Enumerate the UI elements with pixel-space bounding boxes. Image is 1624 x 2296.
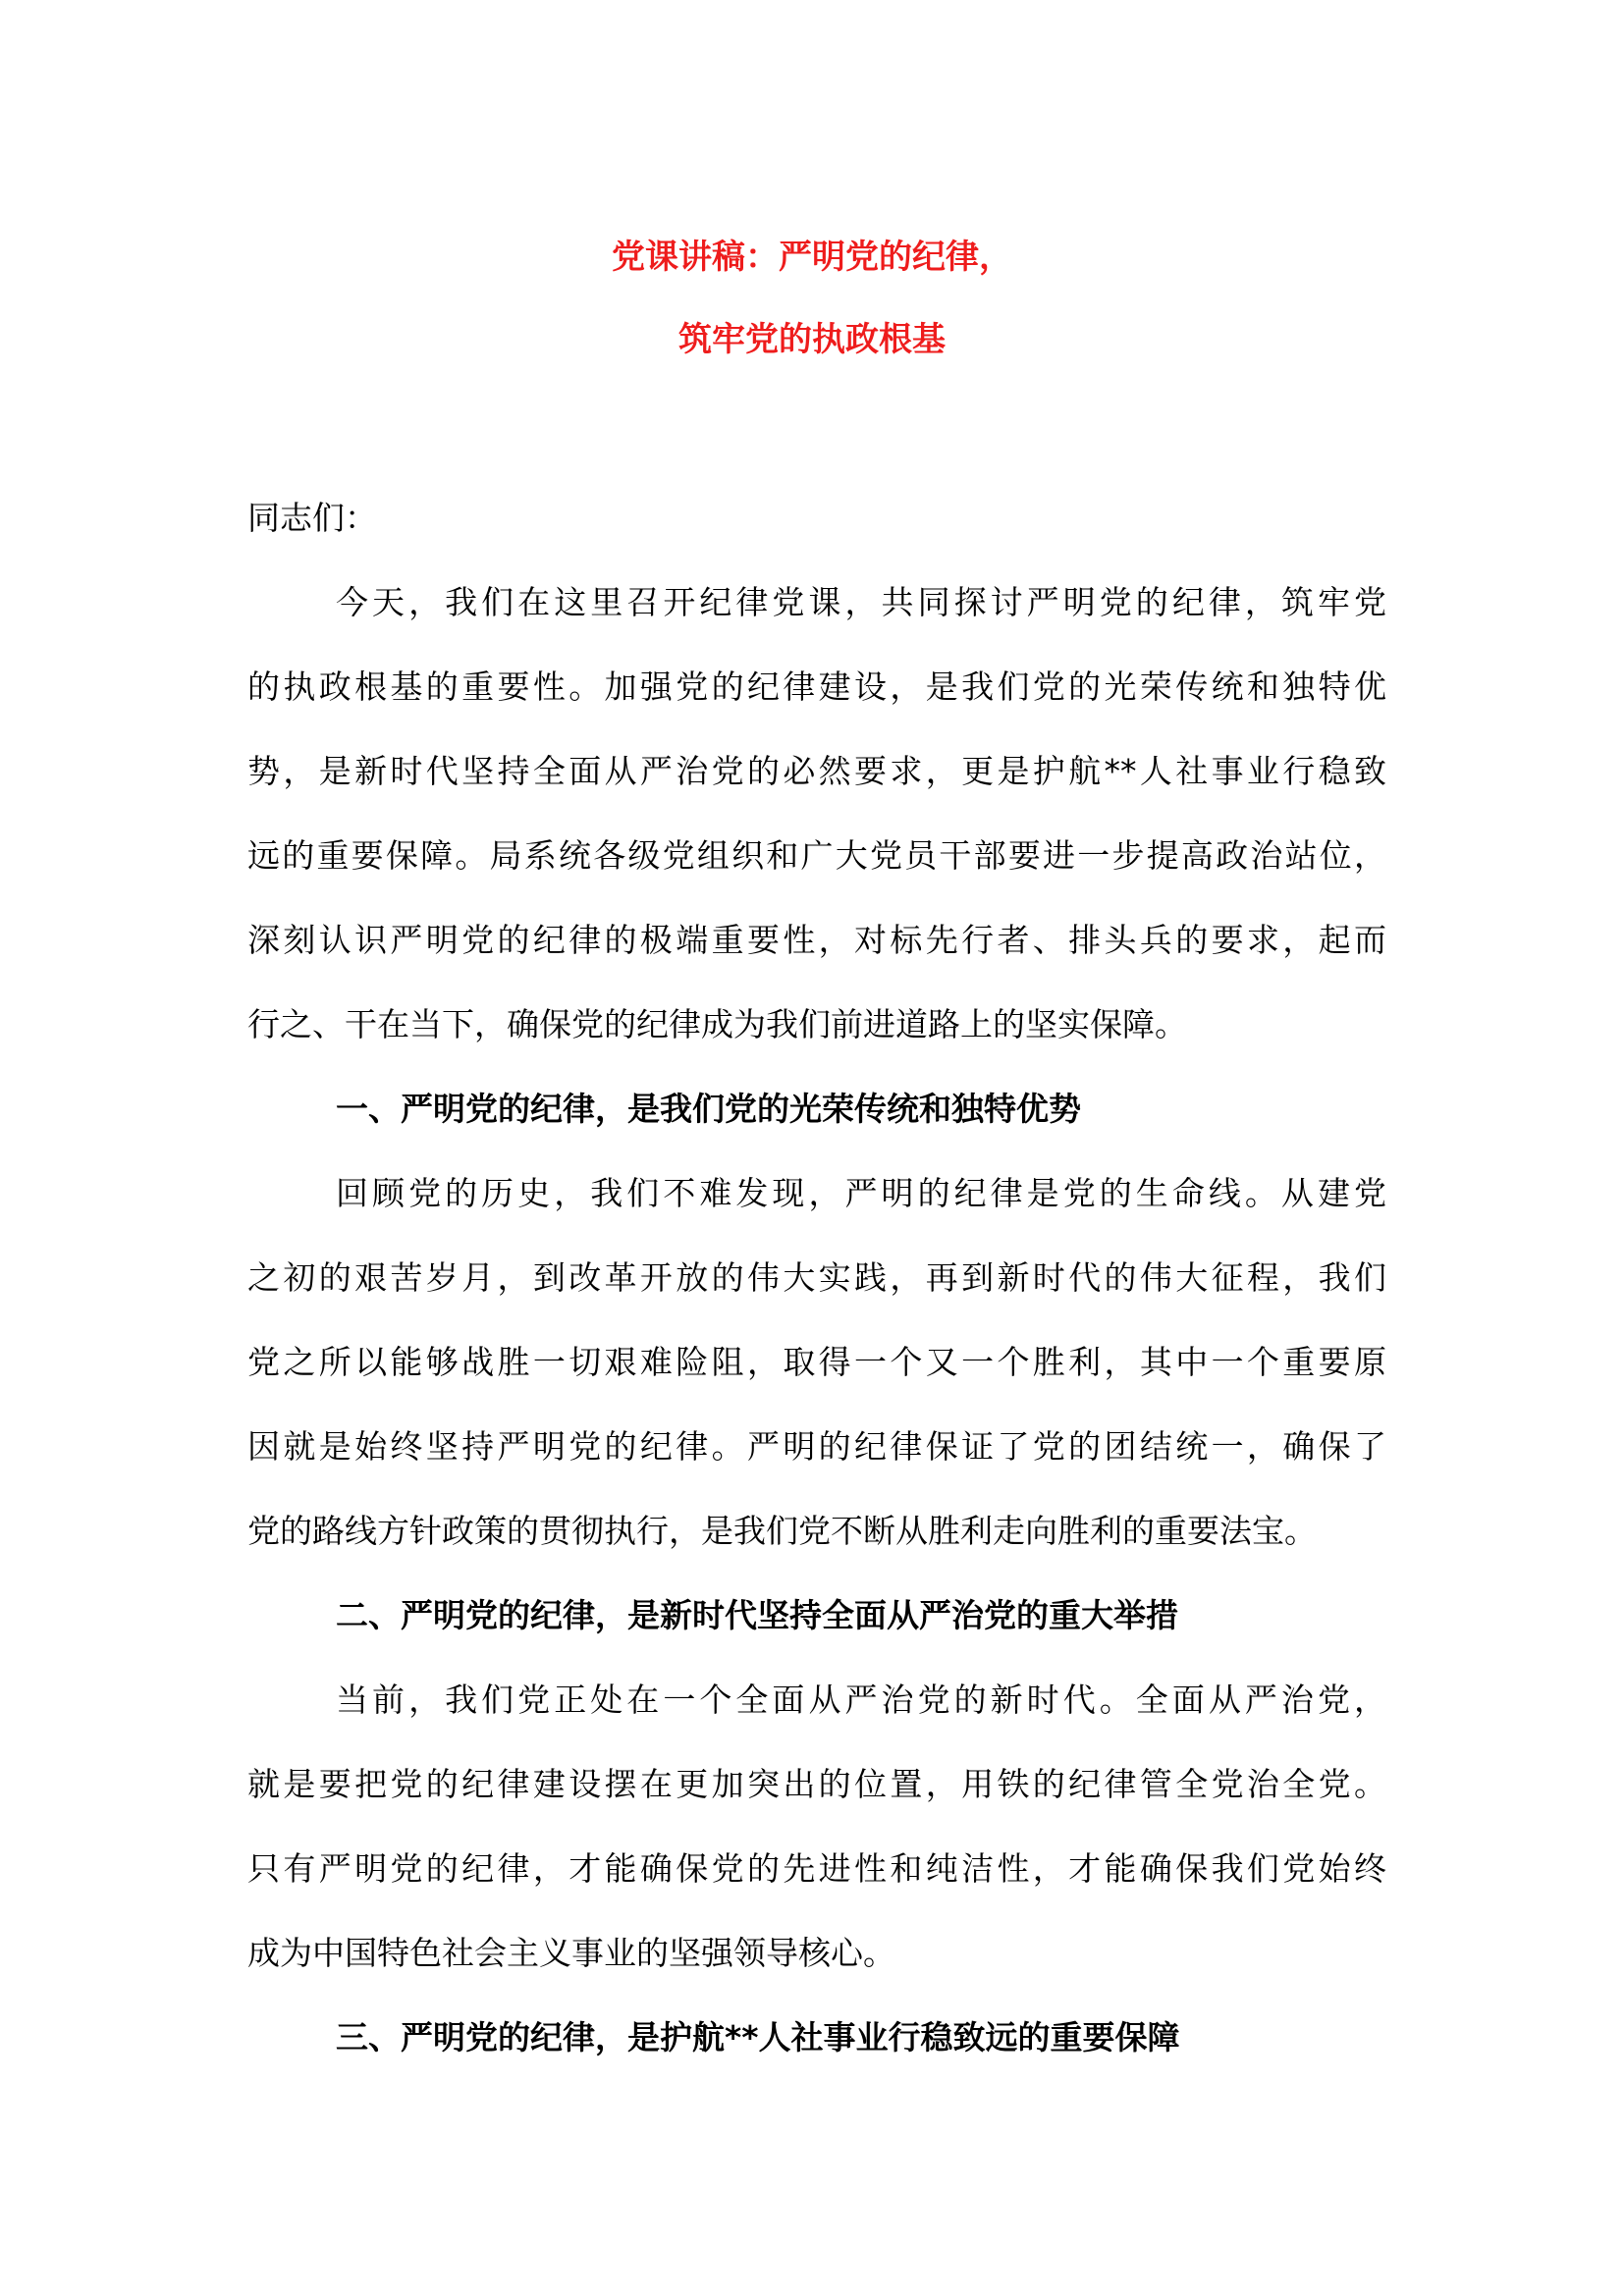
section-2-line-1: 当前，我们党正处在一个全面从严治党的新时代。全面从严治党， xyxy=(336,1681,1386,1719)
section-1-line-3: 党之所以能够战胜一切艰难险阻，取得一个又一个胜利，其中一个重要原 xyxy=(247,1343,1386,1381)
section-1-line-2: 之初的艰苦岁月，到改革开放的伟大实践，再到新时代的伟大征程，我们 xyxy=(247,1258,1386,1297)
section-1-heading: 一、严明党的纪律，是我们党的光荣传统和独特优势 xyxy=(336,1090,1081,1128)
section-1-line-5: 党的路线方针政策的贯彻执行，是我们党不断从胜利走向胜利的重要法宝。 xyxy=(247,1512,1317,1550)
section-2-line-2: 就是要把党的纪律建设摆在更加突出的位置，用铁的纪律管全党治全党。 xyxy=(247,1765,1386,1803)
intro-line-4: 远的重要保障。局系统各级党组织和广大党员干部要进一步提高政治站位， xyxy=(247,836,1386,875)
intro-line-2: 的执政根基的重要性。加强党的纪律建设，是我们党的光荣传统和独特优 xyxy=(247,667,1386,706)
section-2-line-4: 成为中国特色社会主义事业的坚强领导核心。 xyxy=(247,1934,895,1972)
document-title-line-2: 筑牢党的执政根基 xyxy=(678,320,946,359)
intro-line-1: 今天，我们在这里召开纪律党课，共同探讨严明党的纪律，筑牢党 xyxy=(336,583,1386,621)
document-title-line-1: 党课讲稿：严明党的纪律， xyxy=(612,238,1012,277)
section-1-line-4: 因就是始终坚持严明党的纪律。严明的纪律保证了党的团结统一，确保了 xyxy=(247,1427,1386,1466)
salutation: 同志们： xyxy=(247,499,377,537)
intro-line-5: 深刻认识严明党的纪律的极端重要性，对标先行者、排头兵的要求，起而 xyxy=(247,921,1386,959)
intro-line-3: 势，是新时代坚持全面从严治党的必然要求，更是护航**人社事业行稳致 xyxy=(247,752,1386,790)
section-1-line-1: 回顾党的历史，我们不难发现，严明的纪律是党的生命线。从建党 xyxy=(336,1174,1386,1212)
intro-line-6: 行之、干在当下，确保党的纪律成为我们前进道路上的坚实保障。 xyxy=(247,1005,1187,1043)
section-2-heading: 二、严明党的纪律，是新时代坚持全面从严治党的重大举措 xyxy=(336,1596,1178,1634)
section-2-line-3: 只有严明党的纪律，才能确保党的先进性和纯洁性，才能确保我们党始终 xyxy=(247,1849,1386,1888)
section-3-heading: 三、严明党的纪律，是护航**人社事业行稳致远的重要保障 xyxy=(336,2018,1180,2056)
